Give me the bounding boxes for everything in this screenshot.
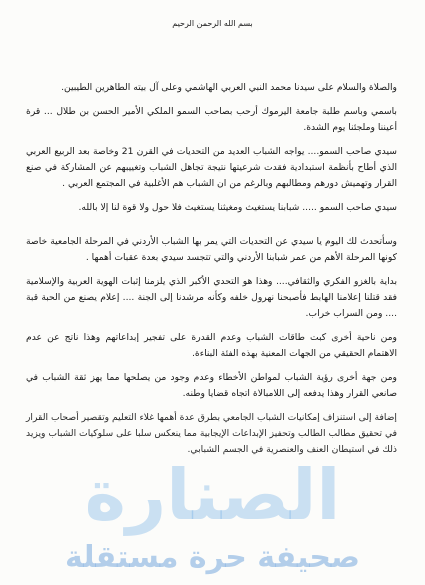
paragraph-cultural-invasion: بداية بالغزو الفكري والثقافي.... وهذا هو التحدي الأكبر الذي يلزمنا إثبات الهوية العربية والإسلامية فقد قتلنا إعلامنا الهابط فأصبحنا نهرول خلفه وكأنه مرشدنا إلى الجنة .... إعلام يصنع من الحبة قبة .... ومن السراب خراب. (26, 276, 397, 319)
basmala-header: بسم الله الرحمن الرحيم (172, 19, 253, 28)
paragraph-welcome: باسمي وباسم طلبة جامعة اليرموك أرحب بصاحب السمو الملكي الأمير الحسن بن طلال ... قرة أعيننا وملجئنا يوم الشدة. (26, 106, 397, 133)
paragraph-suppressed-energy: ومن ناحية أخرى كبت طاقات الشباب وعدم القدرة على تفجير إبداعاتهم وهذا ناتج عن عدم الاهتمام الحقيقي من الجهات المعنية بهذه الفئة البناءة. (26, 332, 397, 359)
watermark-logo: الصنارة (84, 454, 341, 536)
watermark-tagline: صحيفة حرة مستقلة (65, 540, 360, 575)
paragraph-salutation: والصلاة والسلام على سيدنا محمد النبي العربي الهاشمي وعلى آل بيته الطاهرين الطيبين. (61, 82, 397, 93)
paragraph-trust: ومن جهة أخرى رؤية الشباب لمواطن الأخطاء وعدم وجود من يصلحها مما يهز ثقة الشباب في صانعي القرار وهذا يدفعه إلى اللامبالاة اتجاه قضايا وطنه. (26, 372, 397, 399)
paragraph-topic: وسأتحدث لك اليوم يا سيدي عن التحديات التي يمر بها الشباب الأردني في المرحلة الجامعية خاصة كونها المرحلة الأهم من عمر شبابنا الأردني والتي تتجسد سيدي بعدة عقبات أهمها . (26, 236, 397, 263)
paragraph-depletion: إضافة إلى استنزاف إمكانيات الشباب الجامعي بطرق عدة أهمها غلاء التعليم وتقصير أصحاب القرار في تحقيق مطالب الطالب وتحفيز الإبداعات الإيجابية مما ينعكس سلبا على سلوكيات الشباب ويزيد ذلك في استيطان العنف والعنصرية في الجسم الشبابي. (26, 412, 397, 455)
paragraph-plea: سيدي صاحب السمو ..... شبابنا يستغيث ومغيثنا يستغيث فلا حول ولا قوة لنا إلا بالله. (78, 202, 397, 213)
paragraph-challenges: سيدي صاحب السمو.... يواجه الشباب العديد من التحديات في القرن 21 وخاصة بعد الربيع العربي الذي أطاح بأنظمة استبدادية فقدت شرعيتها نتيجة تجاهل الشباب وتغييبهم عن المشاركة في صنع القرار وتهميش دورهم ومطالبهم وبالرغم من ان الشباب هم الأغلبية في المجتمع العربي . (26, 146, 397, 189)
letter-body (26, 80, 397, 466)
